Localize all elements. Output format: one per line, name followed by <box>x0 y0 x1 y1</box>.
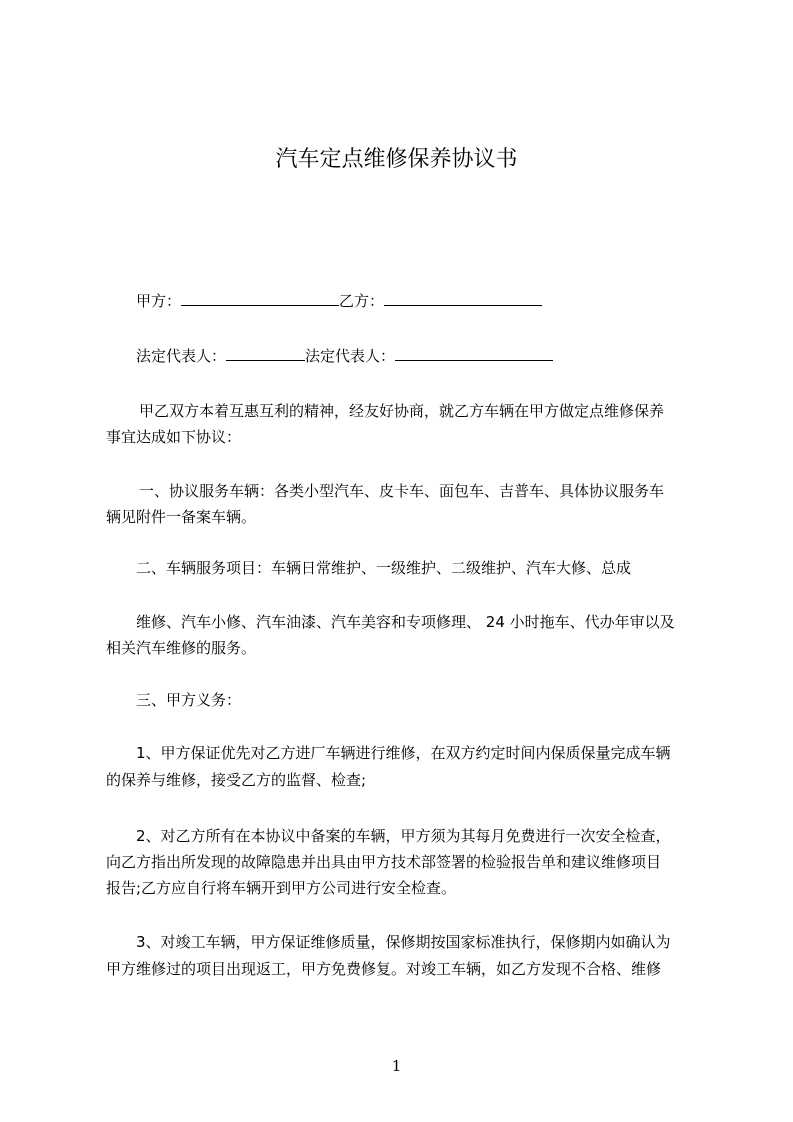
item3-line-1: 3、对竣工车辆，甲方保证维修质量，保修期按国家标准执行，保修期内如确认为 <box>136 933 671 951</box>
item2-line-1: 2、对乙方所有在本协议中备案的车辆，甲方须为其每月免费进行一次安全检查， <box>136 827 671 845</box>
rep-a-blank <box>226 345 305 361</box>
clause1-line-1: 一、协议服务车辆：各类小型汽车、皮卡车、面包车、吉普车、具体协议服务车 <box>139 482 665 500</box>
party-a-label: 甲方： <box>136 292 182 310</box>
rep-b-blank <box>395 345 553 361</box>
item2-line-3: 报告;乙方应自行将车辆开到甲方公司进行安全检查。 <box>106 879 457 897</box>
representative-line <box>136 345 553 366</box>
clause2-line-3: 相关汽车维修的服务。 <box>106 639 257 657</box>
party-b-label: 乙方： <box>339 292 385 310</box>
item3-line-2: 甲方维修过的项目出现返工，甲方免费修复。对竣工车辆，如乙方发现不合格、维修 <box>106 960 662 978</box>
document-title: 汽车定点维修保养协议书 <box>275 147 518 172</box>
page-number: 1 <box>391 1057 402 1075</box>
item1-line-1: 1、甲方保证优先对乙方进厂车辆进行维修，在双方约定时间内保质保量完成车辆 <box>136 744 671 762</box>
clause1-line-2: 辆见附件一备案车辆。 <box>106 508 257 526</box>
party-line <box>136 290 542 311</box>
intro-line-1: 甲乙双方本着互惠互利的精神，经友好协商，就乙方车辆在甲方做定点维修保养 <box>139 402 665 420</box>
party-b-blank <box>384 290 542 306</box>
item2-line-2: 向乙方指出所发现的故障隐患并出具由甲方技术部签署的检验报告单和建议维修项目 <box>106 853 662 871</box>
clause3-heading: 三、甲方义务： <box>136 691 242 709</box>
rep-a-label: 法定代表人： <box>136 347 227 365</box>
clause2-line-2: 维修、汽车小修、汽车油漆、汽车美容和专项修理、 24 小时拖车、代办年审以及 <box>136 613 675 631</box>
clause2-line-1: 二、车辆服务项目：车辆日常维护、一级维护、二级维护、汽车大修、总成 <box>136 559 632 577</box>
party-a-blank <box>181 290 339 306</box>
intro-line-2: 事宜达成如下协议： <box>106 428 242 446</box>
item1-line-2: 的保养与维修，接受乙方的监督、检查; <box>106 771 367 789</box>
rep-b-label: 法定代表人： <box>305 347 396 365</box>
